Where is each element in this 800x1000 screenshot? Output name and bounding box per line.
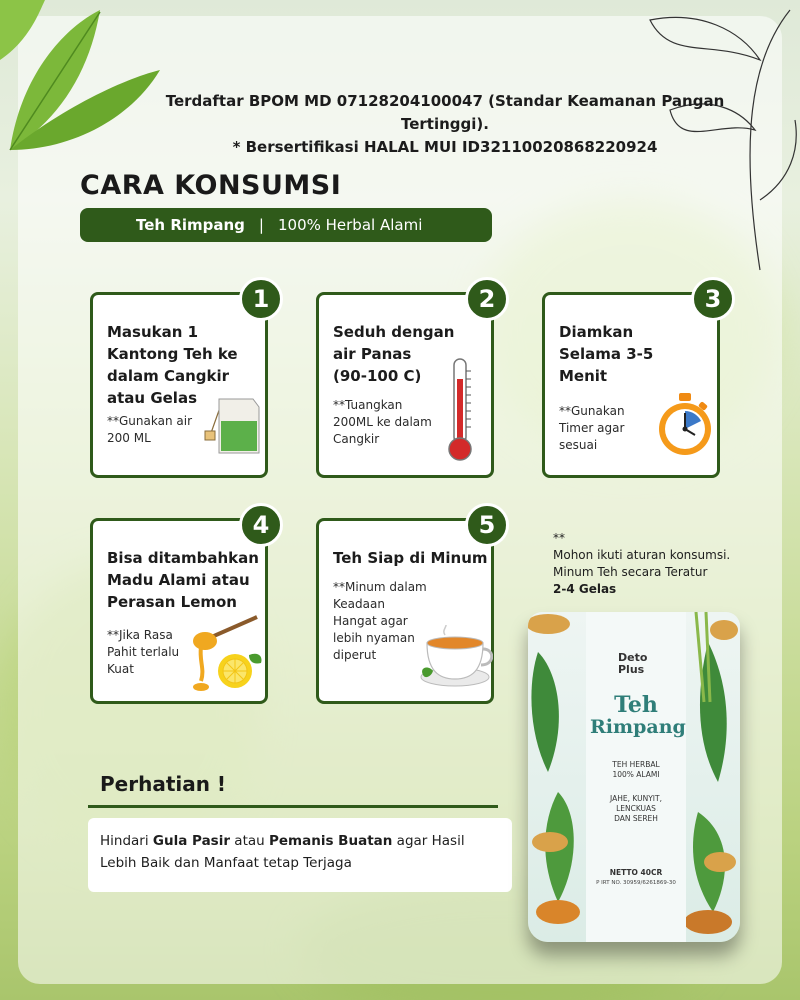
pouch-brand-line: Deto [618, 651, 648, 664]
step-instruction [333, 321, 454, 387]
step-instruction-line: Perasan Lemon [107, 593, 237, 611]
note-mark: ** [553, 531, 565, 545]
step-instruction [107, 547, 259, 613]
step-instruction-line: Masukan 1 [107, 323, 199, 341]
tea-bag-icon [203, 395, 263, 457]
page-title: CARA KONSUMSI [80, 170, 342, 201]
pouch-brand-line: Plus [618, 663, 645, 676]
step-instruction-line: Menit [559, 367, 608, 385]
pouch-name-line: Teh [614, 692, 658, 718]
step-card-1 [90, 285, 270, 478]
step-instruction [333, 547, 488, 569]
registration-info [150, 90, 740, 159]
step-note [333, 579, 427, 664]
pouch-ingredient-line: LENCKUAS [616, 804, 656, 813]
attention-message [88, 818, 512, 892]
step-card-2 [316, 285, 496, 478]
step-note-line: Kuat [107, 662, 134, 676]
step-note [559, 403, 625, 454]
product-pouch-image [528, 612, 740, 942]
step-instruction-line: atau Gelas [107, 389, 197, 407]
pouch-ingredients [590, 794, 682, 824]
dosage: 2-4 Gelas [553, 582, 617, 596]
pouch-netto: NETTO 40CR [609, 868, 663, 877]
step-instruction [559, 321, 653, 387]
pouch-pirt: P IRT NO. 30959/6261869-30 [596, 880, 676, 886]
halal-certification: * Bersertifikasi HALAL MUI ID32110020868220924 [232, 138, 658, 156]
step-number-badge: 5 [465, 503, 509, 547]
step-note-line: lebih nyaman [333, 631, 415, 645]
pouch-subtitle-line: 100% ALAMI [612, 770, 660, 779]
step-note [107, 627, 179, 678]
step-card-4 [90, 511, 270, 704]
step-instruction-line: Selama 3-5 [559, 345, 654, 363]
attention-title: Perhatian ! [100, 772, 227, 796]
attention-text: Hindari [100, 833, 153, 849]
leaf-decoration [0, 0, 170, 170]
pouch-name-line: Rimpang [590, 716, 686, 738]
step-note-line: **Tuangkan [333, 398, 403, 412]
step-note-line: 200 ML [107, 431, 151, 445]
pouch-ingredient-line: DAN SEREH [614, 814, 658, 823]
pouch-subtitle [590, 760, 682, 780]
step-instruction-line: Seduh dengan [333, 323, 455, 341]
step-note-line: sesuai [559, 438, 598, 452]
step-instruction-line: dalam Cangkir [107, 367, 230, 385]
step-instruction-line: Teh Siap di Minum [333, 549, 488, 567]
step-number-badge: 1 [239, 277, 283, 321]
separator: | [258, 216, 264, 234]
product-tagline: 100% Herbal Alami [277, 216, 423, 234]
step-number-badge: 3 [691, 277, 735, 321]
step-note-line: **Minum dalam [333, 580, 427, 594]
step-note-line: **Gunakan [559, 404, 625, 418]
pouch-subtitle-line: TEH HERBAL [612, 760, 660, 769]
step-instruction-line: Kantong Teh ke [107, 345, 238, 363]
step-note-line: **Gunakan air [107, 414, 192, 428]
step-instruction-line: Bisa ditambahkan [107, 549, 259, 567]
step-note-line: Timer agar [559, 421, 625, 435]
step-instruction-line: air Panas [333, 345, 412, 363]
honey-lemon-icon [187, 611, 265, 695]
note-line: Minum Teh secara Teratur [553, 565, 708, 579]
attention-emphasis: Gula Pasir [152, 833, 230, 849]
attention-text: atau [230, 833, 269, 849]
bpom-registration: Terdaftar BPOM MD 07128204100047 (Standar Keamanan Pangan Tertinggi). [165, 92, 725, 133]
pouch-brand [618, 652, 647, 676]
step-note-line: Cangkir [333, 432, 380, 446]
pouch-ingredient-line: JAHE, KUNYIT, [610, 794, 662, 803]
step-number-badge: 4 [239, 503, 283, 547]
product-banner [80, 208, 492, 242]
step-instruction-line: (90-100 C) [333, 367, 422, 385]
stopwatch-icon [655, 391, 715, 457]
step-card-5 [316, 511, 496, 704]
step-note-line: Keadaan [333, 597, 385, 611]
step-note-line: Pahit terlalu [107, 645, 180, 659]
pouch-product-name [590, 692, 686, 738]
step-instruction-line: Diamkan [559, 323, 634, 341]
thermometer-icon [445, 357, 475, 463]
note-line: Mohon ikuti aturan konsumsi. [553, 548, 731, 562]
step-note [333, 397, 432, 448]
step-number-badge: 2 [465, 277, 509, 321]
tea-cup-icon [419, 625, 493, 691]
attention-text: agar Hasil Lebih Baik dan Manfaat tetap Terjaga [100, 833, 465, 871]
step-note [107, 413, 192, 447]
attention-emphasis: Pemanis Buatan [268, 833, 393, 849]
step-note-line: Hangat agar [333, 614, 408, 628]
consumption-note [553, 530, 773, 598]
product-name: Teh Rimpang [136, 216, 245, 234]
attention-divider [88, 805, 498, 808]
step-note-line: **Jika Rasa [107, 628, 173, 642]
step-note-line: 200ML ke dalam [333, 415, 432, 429]
step-card-3 [542, 285, 722, 478]
step-note-line: diperut [333, 648, 377, 662]
step-instruction-line: Madu Alami atau [107, 571, 250, 589]
